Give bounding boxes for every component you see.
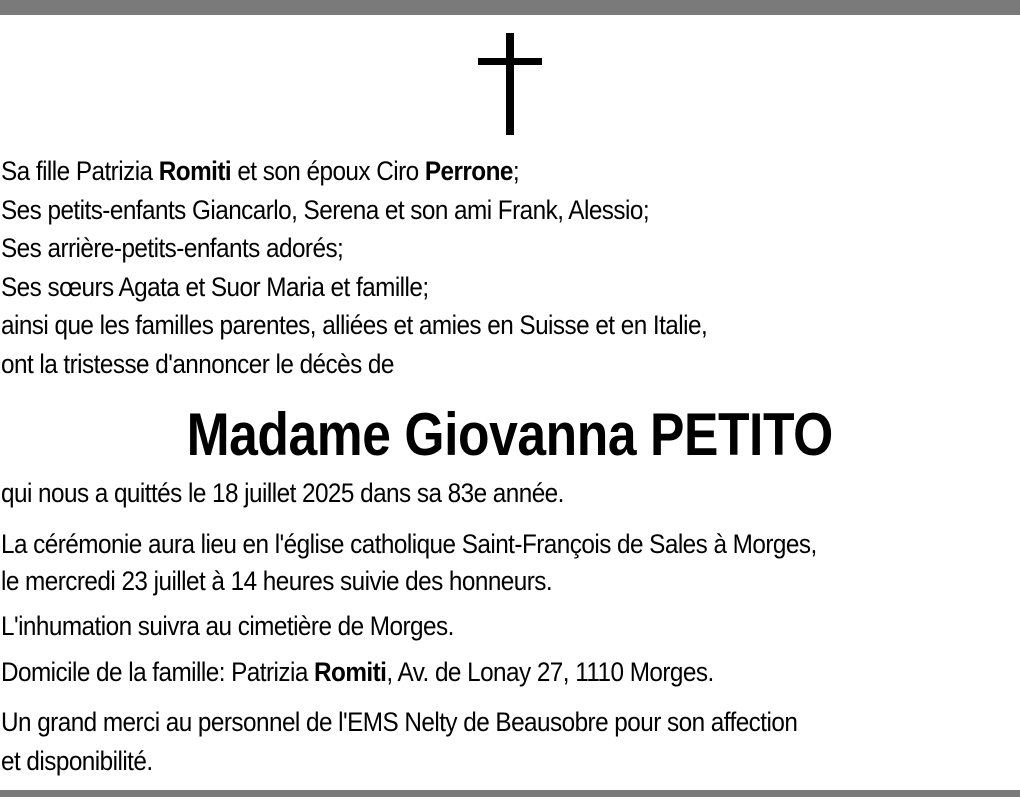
thanks-message [1,703,919,781]
thanks-line-1: Un grand merci au personnel de l'EMS Nelty de Beausobre pour son affection [1,707,798,737]
deceased-name: Madame Giovanna PETITO [186,401,834,468]
cross-vertical-bar [506,33,514,135]
top-rule [0,0,1020,15]
family-announcement [1,152,919,384]
surname-romiti-domicile: Romiti [314,657,387,687]
bottom-rule [0,790,1020,797]
ceremony-line-1: La cérémonie aura lieu en l'église catholique Saint-François de Sales à Morges, [1,529,817,559]
family-domicile: Domicile de la famille: Patrizia Romiti, Av. de Lonay 27, 1110 Morges. [1,657,714,687]
family-line-5: ainsi que les familles parentes, alliées et amies en Suisse et en Italie, [1,310,708,341]
burial-info: L'inhumation suivra au cimetière de Morges. [1,611,454,641]
cross-icon [478,33,542,135]
family-line-6: ont la tristesse d'annoncer le décès de [1,348,394,379]
cross-horizontal-bar [478,58,542,65]
ceremony-line-2: le mercredi 23 juillet à 14 heures suivie des honneurs. [1,566,553,596]
family-line-1: Sa fille Patrizia Romiti et son époux Ciro Perrone; [1,156,520,186]
family-line-2: Ses petits-enfants Giancarlo, Serena et son ami Frank, Alessio; [1,194,650,225]
family-line-4: Ses sœurs Agata et Suor Maria et famille; [1,271,429,302]
ceremony-info [1,526,919,600]
family-line-3: Ses arrière-petits-enfants adorés; [1,233,344,264]
surname-romiti: Romiti [158,156,232,186]
surname-perrone: Perrone [424,156,513,186]
passing-date: qui nous a quittés le 18 juillet 2025 dans sa 83e année. [1,478,564,508]
thanks-line-2: et disponibilité. [1,746,153,776]
